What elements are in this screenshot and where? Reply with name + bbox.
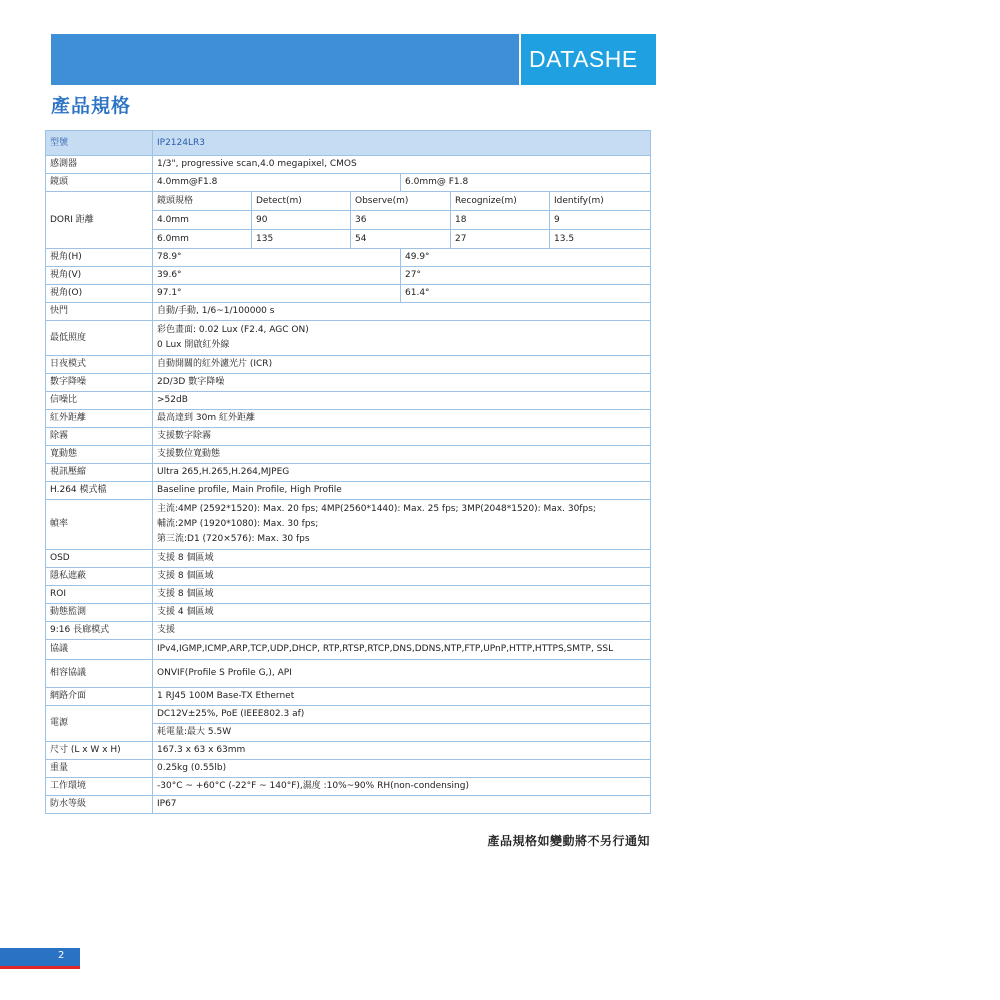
spec-label: 信噪比 bbox=[46, 392, 153, 410]
spec-row-network bbox=[46, 688, 651, 706]
spec-label: 型號 bbox=[46, 131, 153, 156]
spec-row-wdr bbox=[46, 446, 651, 464]
spec-value: 49.9° bbox=[401, 249, 651, 267]
spec-row-illumination bbox=[46, 321, 651, 356]
spec-value: 1 RJ45 100M Base-TX Ethernet bbox=[153, 688, 651, 706]
spec-value: 耗電量:最大 5.5W bbox=[153, 724, 651, 742]
spec-value: DC12V±25%, PoE (IEEE802.3 af) bbox=[153, 706, 651, 724]
spec-label: OSD bbox=[46, 550, 153, 568]
spec-value: 27° bbox=[401, 267, 651, 285]
dori-header: Observe(m) bbox=[351, 192, 451, 211]
spec-label: 工作環境 bbox=[46, 778, 153, 796]
spec-value: 167.3 x 63 x 63mm bbox=[153, 742, 651, 760]
dori-cell: 4.0mm bbox=[153, 211, 252, 230]
spec-value: 39.6° bbox=[153, 267, 401, 285]
spec-label: 快門 bbox=[46, 303, 153, 321]
spec-value: IPv4,IGMP,ICMP,ARP,TCP,UDP,DHCP, RTP,RTSP,RTCP,DNS,DDNS,NTP,FTP,UPnP,HTTP,HTTPS,SMTP, SSL bbox=[153, 640, 651, 660]
spec-row-fps bbox=[46, 500, 651, 550]
spec-value: -30°C ~ +60°C (-22°F ~ 140°F),濕度 :10%~90% RH(non-condensing) bbox=[153, 778, 651, 796]
spec-value: 支援 4 個區域 bbox=[153, 604, 651, 622]
spec-label: 協議 bbox=[46, 640, 153, 660]
dori-header: 鏡頭規格 bbox=[153, 192, 252, 211]
dori-cell: 13.5 bbox=[550, 230, 651, 249]
page-accent-line bbox=[0, 966, 80, 969]
spec-label: 數字降噪 bbox=[46, 374, 153, 392]
spec-label: 視角(O) bbox=[46, 285, 153, 303]
spec-label: 動態監測 bbox=[46, 604, 153, 622]
dori-cell: 90 bbox=[252, 211, 351, 230]
spec-label: ROI bbox=[46, 586, 153, 604]
spec-row-lens bbox=[46, 174, 651, 192]
spec-label: 9:16 長廊模式 bbox=[46, 622, 153, 640]
spec-value: 支援 bbox=[153, 622, 651, 640]
spec-label: 幀率 bbox=[46, 500, 153, 550]
spec-label: 鏡頭 bbox=[46, 174, 153, 192]
spec-row-mask bbox=[46, 568, 651, 586]
spec-value: 支援數位寬動態 bbox=[153, 446, 651, 464]
banner-datasheet-label: DATASHE bbox=[521, 34, 656, 85]
spec-row-dnr bbox=[46, 374, 651, 392]
spec-row-sensor bbox=[46, 156, 651, 174]
spec-label: 感測器 bbox=[46, 156, 153, 174]
dori-header-row bbox=[46, 192, 651, 211]
spec-row-fov-h bbox=[46, 249, 651, 267]
spec-row-corridor bbox=[46, 622, 651, 640]
spec-row-model bbox=[46, 131, 651, 156]
spec-value: 2D/3D 數字降噪 bbox=[153, 374, 651, 392]
dori-header: Recognize(m) bbox=[451, 192, 550, 211]
spec-value: IP2124LR3 bbox=[153, 131, 651, 156]
page-number-bar bbox=[0, 948, 80, 966]
page-title: 產品規格 bbox=[51, 95, 132, 117]
spec-label: 防水等級 bbox=[46, 796, 153, 814]
spec-line: 輔流:2MP (1920*1080): Max. 30 fps; bbox=[157, 519, 319, 529]
spec-label: 電源 bbox=[46, 706, 153, 742]
spec-row-codec bbox=[46, 464, 651, 482]
dori-header: Detect(m) bbox=[252, 192, 351, 211]
spec-value bbox=[153, 321, 651, 356]
spec-value: IP67 bbox=[153, 796, 651, 814]
spec-value: 支援 8 個區域 bbox=[153, 586, 651, 604]
spec-value: 4.0mm@F1.8 bbox=[153, 174, 401, 192]
spec-row-defog bbox=[46, 428, 651, 446]
spec-label: 隱私遮蔽 bbox=[46, 568, 153, 586]
spec-row-power bbox=[46, 706, 651, 724]
spec-row-profile bbox=[46, 482, 651, 500]
spec-value: 78.9° bbox=[153, 249, 401, 267]
spec-label: DORI 距離 bbox=[46, 192, 153, 249]
spec-row-fov-v bbox=[46, 267, 651, 285]
spec-row-motion bbox=[46, 604, 651, 622]
spec-line: 彩色畫面: 0.02 Lux (F2.4, AGC ON) bbox=[157, 325, 309, 335]
spec-table bbox=[45, 130, 651, 814]
spec-row-fov-o bbox=[46, 285, 651, 303]
spec-label: 最低照度 bbox=[46, 321, 153, 356]
spec-value: 61.4° bbox=[401, 285, 651, 303]
spec-value: 1/3", progressive scan,4.0 megapixel, CMOS bbox=[153, 156, 651, 174]
spec-value bbox=[153, 500, 651, 550]
spec-label: 除霧 bbox=[46, 428, 153, 446]
spec-row-compat bbox=[46, 660, 651, 688]
spec-line: 第三流:D1 (720×576): Max. 30 fps bbox=[157, 534, 310, 544]
spec-label: 視訊壓縮 bbox=[46, 464, 153, 482]
spec-label: 尺寸 (L x W x H) bbox=[46, 742, 153, 760]
spec-label: H.264 模式檔 bbox=[46, 482, 153, 500]
spec-label: 紅外距離 bbox=[46, 410, 153, 428]
spec-value: 自動開關的紅外濾光片 (ICR) bbox=[153, 356, 651, 374]
spec-value: 支援 8 個區域 bbox=[153, 568, 651, 586]
spec-value: 自動/手動, 1/6~1/100000 s bbox=[153, 303, 651, 321]
spec-row-ir bbox=[46, 410, 651, 428]
spec-label: 視角(H) bbox=[46, 249, 153, 267]
spec-value: 最高達到 30m 紅外距離 bbox=[153, 410, 651, 428]
dori-cell: 54 bbox=[351, 230, 451, 249]
spec-label: 寬動態 bbox=[46, 446, 153, 464]
spec-value: 0.25kg (0.55lb) bbox=[153, 760, 651, 778]
spec-row-roi bbox=[46, 586, 651, 604]
spec-value: 97.1° bbox=[153, 285, 401, 303]
spec-line: 0 Lux 開啟紅外線 bbox=[157, 340, 230, 350]
spec-value: 支援 8 個區域 bbox=[153, 550, 651, 568]
spec-value: 6.0mm@ F1.8 bbox=[401, 174, 651, 192]
dori-cell: 27 bbox=[451, 230, 550, 249]
spec-row-osd bbox=[46, 550, 651, 568]
spec-row-weight bbox=[46, 760, 651, 778]
dori-cell: 9 bbox=[550, 211, 651, 230]
dori-cell: 6.0mm bbox=[153, 230, 252, 249]
spec-value: Baseline profile, Main Profile, High Profile bbox=[153, 482, 651, 500]
page-number: 2 bbox=[58, 950, 65, 961]
spec-label: 相容協議 bbox=[46, 660, 153, 688]
dori-cell: 36 bbox=[351, 211, 451, 230]
spec-row-snr bbox=[46, 392, 651, 410]
dori-cell: 135 bbox=[252, 230, 351, 249]
spec-value: 支援數字除霧 bbox=[153, 428, 651, 446]
spec-row-shutter bbox=[46, 303, 651, 321]
spec-label: 日夜模式 bbox=[46, 356, 153, 374]
spec-value: Ultra 265,H.265,H.264,MJPEG bbox=[153, 464, 651, 482]
spec-change-notice: 產品規格如變動將不另行通知 bbox=[487, 834, 650, 848]
spec-label: 網路介面 bbox=[46, 688, 153, 706]
spec-value: >52dB bbox=[153, 392, 651, 410]
spec-value: ONVIF(Profile S Profile G,), API bbox=[153, 660, 651, 688]
spec-label: 重量 bbox=[46, 760, 153, 778]
dori-header: Identify(m) bbox=[550, 192, 651, 211]
spec-label: 視角(V) bbox=[46, 267, 153, 285]
spec-row-environment bbox=[46, 778, 651, 796]
spec-row-size bbox=[46, 742, 651, 760]
spec-row-protocol bbox=[46, 640, 651, 660]
spec-row-daynight bbox=[46, 356, 651, 374]
dori-cell: 18 bbox=[451, 211, 550, 230]
spec-row-ip-rating bbox=[46, 796, 651, 814]
spec-line: 主流:4MP (2592*1520): Max. 20 fps; 4MP(2560*1440): Max. 25 fps; 3MP(2048*1520): Max. 30fps; bbox=[157, 504, 596, 514]
